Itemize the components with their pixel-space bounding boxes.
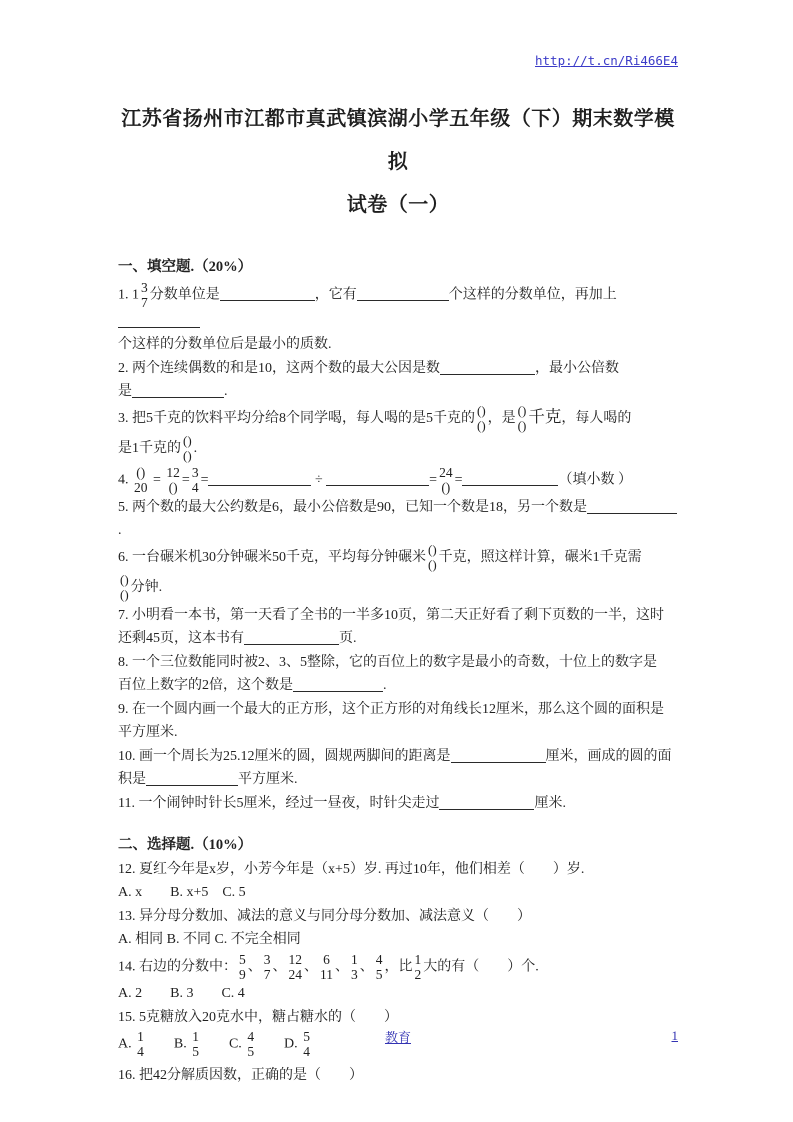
blank-line bbox=[587, 499, 677, 514]
numerator: 5 bbox=[303, 1029, 310, 1045]
numerator: 3 bbox=[263, 951, 271, 967]
text-segment: 页. bbox=[339, 630, 357, 646]
text-segment: . bbox=[118, 523, 122, 539]
text-segment: 还剩45页，这本书有 bbox=[118, 630, 244, 646]
choice-options: A. 2 B. 3 C. 4 bbox=[118, 986, 245, 1002]
numerator: () bbox=[136, 464, 146, 480]
denominator: () bbox=[517, 418, 527, 434]
denominator: 7 bbox=[141, 295, 148, 311]
text-segment: 是1千克的 bbox=[118, 441, 181, 457]
text-segment: 是 bbox=[118, 384, 132, 400]
text-segment: . bbox=[193, 441, 198, 457]
section-heading-1: 一、填空题.（20%） bbox=[118, 259, 253, 275]
text-segment: 9. 在一个圆内画一个最大的正方形，这个正方形的对角线长12厘米，那么这个圆的面积是 bbox=[118, 701, 664, 717]
choice-options: A. x B. x+5 C. 5 bbox=[118, 884, 246, 900]
denominator: () bbox=[477, 418, 486, 434]
choice-option-a: A. bbox=[118, 1036, 136, 1052]
denominator: () bbox=[428, 557, 437, 573]
text-segment: 百位上数字的2倍，这个数是 bbox=[118, 677, 293, 693]
question-9 bbox=[118, 698, 678, 744]
denominator: 3 bbox=[351, 967, 358, 983]
text-segment: 15. 5克糖放入20克水中，糖占糖水的（ ） bbox=[118, 1010, 398, 1026]
denominator: 5 bbox=[375, 967, 383, 983]
text-segment: 个这样的分数单位，再加上 bbox=[448, 287, 617, 303]
blank-line bbox=[208, 471, 311, 486]
text-segment: 平方厘米. bbox=[118, 724, 178, 740]
text-segment: 6. 一台碾米机30分钟碾米50千克，平均每分钟碾米 bbox=[118, 550, 426, 566]
numerator: 4 bbox=[375, 951, 383, 967]
denominator: () bbox=[183, 448, 192, 464]
question-12 bbox=[118, 858, 678, 904]
text-segment: （填小数 ） bbox=[558, 472, 632, 488]
denominator: 4 bbox=[303, 1044, 310, 1060]
text-segment: 4. bbox=[118, 472, 132, 488]
equals-sign: = bbox=[181, 472, 190, 488]
choice-option-c: C. bbox=[200, 1036, 246, 1052]
text-segment: 16. 把42分解质因数，正确的是（ ） bbox=[118, 1068, 363, 1084]
denominator: 5 bbox=[247, 1044, 255, 1060]
fraction bbox=[164, 465, 182, 495]
page-title-line1: 江苏省扬州市江都市真武镇滨湖小学五年级（下）期末数学模拟 bbox=[121, 108, 675, 173]
fraction-placeholder bbox=[426, 543, 439, 573]
text-segment: ，每人喝的 bbox=[561, 411, 632, 427]
equals-sign: = bbox=[200, 472, 209, 488]
text-segment: 千克，照这样计算，碾米1千克需 bbox=[438, 550, 642, 566]
question-10 bbox=[118, 745, 678, 791]
separator: 、 bbox=[272, 959, 287, 975]
separator: 、 bbox=[335, 959, 349, 975]
text-segment: 5. 两个数的最大公约数是6，最小公倍数是90，已知一个数是18，另一个数是 bbox=[118, 500, 587, 516]
fraction bbox=[349, 952, 360, 982]
question-5 bbox=[118, 496, 678, 542]
text-segment: ，是 bbox=[487, 411, 516, 427]
question-3 bbox=[118, 404, 678, 464]
text-segment: 大的有（ ）个. bbox=[423, 959, 539, 975]
denominator: 20 bbox=[134, 480, 148, 496]
question-2 bbox=[118, 357, 678, 403]
numerator: () bbox=[120, 572, 129, 588]
fraction-placeholder bbox=[181, 434, 194, 464]
question-1 bbox=[118, 280, 678, 356]
question-13 bbox=[118, 905, 678, 951]
numerator: 6 bbox=[323, 951, 330, 967]
question-6 bbox=[118, 543, 678, 603]
numerator: 3 bbox=[191, 464, 199, 480]
blank-line bbox=[220, 286, 315, 301]
text-segment: 14. 右边的分数中： bbox=[118, 959, 237, 975]
numerator: 1 bbox=[137, 1029, 144, 1045]
fraction bbox=[374, 952, 385, 982]
fraction bbox=[237, 952, 248, 982]
equals-sign: = bbox=[454, 472, 463, 488]
text-segment: . bbox=[224, 384, 228, 400]
separator: 、 bbox=[359, 959, 374, 975]
numerator: 3 bbox=[141, 280, 148, 295]
question-14 bbox=[118, 952, 678, 1005]
text-segment: 积是 bbox=[118, 771, 146, 787]
fraction bbox=[318, 952, 335, 982]
blank-line bbox=[451, 748, 546, 763]
numerator: () bbox=[477, 403, 486, 419]
question-4 bbox=[118, 465, 678, 495]
text-segment: . bbox=[383, 677, 387, 693]
text-segment: 分钟. bbox=[130, 580, 163, 596]
header bbox=[118, 52, 678, 70]
choice-options: A. 相同 B. 不同 C. 不完全相同 bbox=[118, 931, 301, 947]
text-segment: 分数单位是 bbox=[149, 287, 220, 303]
blank-line bbox=[357, 286, 449, 301]
numerator: 12 bbox=[288, 951, 302, 967]
fraction-placeholder bbox=[516, 404, 529, 434]
denominator: () bbox=[120, 587, 129, 602]
equals-sign: = bbox=[429, 472, 438, 488]
source-url-link[interactable]: http://t.cn/Ri466E4 bbox=[535, 53, 678, 68]
text-segment: 13. 异分母分数加、减法的意义与同分母分数加、减法意义（ ） bbox=[118, 908, 531, 924]
text-segment: ，它有 bbox=[314, 287, 357, 303]
blank-line bbox=[326, 471, 429, 486]
denominator: 4 bbox=[137, 1044, 144, 1060]
denominator: 5 bbox=[192, 1044, 199, 1060]
blank-line bbox=[132, 383, 224, 398]
separator: 、 bbox=[247, 959, 262, 975]
text-segment: ，最小公倍数 bbox=[535, 361, 619, 377]
blank-line bbox=[440, 360, 535, 375]
fraction bbox=[132, 465, 150, 495]
separator: 、 bbox=[304, 959, 318, 975]
text-segment: 1. 1 bbox=[118, 287, 139, 303]
denominator: 7 bbox=[263, 967, 271, 983]
numerator: () bbox=[183, 433, 192, 449]
text-segment: 11. 一个闹钟时针长5厘米，经过一昼夜，时针尖走过 bbox=[118, 795, 440, 811]
fraction-placeholder bbox=[118, 573, 131, 603]
numerator: 24 bbox=[439, 464, 453, 480]
text-segment: 8. 一个三位数能同时被2、3、5整除，它的百位上的数字是最小的奇数，十位上的数字是 bbox=[118, 654, 657, 670]
blank-line bbox=[146, 771, 238, 786]
fraction-placeholder bbox=[475, 404, 488, 434]
numerator: 4 bbox=[247, 1029, 255, 1045]
denominator: 9 bbox=[239, 967, 246, 983]
denominator: 4 bbox=[191, 480, 199, 496]
fraction bbox=[287, 952, 305, 982]
text-segment: 厘米，画成的圆的面 bbox=[545, 748, 672, 764]
numerator: 1 bbox=[192, 1029, 199, 1045]
divide-sign: ÷ bbox=[314, 472, 323, 488]
blank-line bbox=[439, 795, 534, 810]
fraction bbox=[262, 952, 273, 982]
blank-line bbox=[462, 471, 558, 486]
choice-option-b: B. bbox=[145, 1036, 191, 1052]
page-number-link[interactable]: 1 bbox=[671, 1028, 678, 1043]
section-heading-2: 二、选择题.（10%） bbox=[118, 836, 253, 853]
question-16 bbox=[118, 1064, 678, 1087]
numerator: () bbox=[428, 542, 437, 558]
text-segment: 3. 把5千克的饮料平均分给8个同学喝，每人喝的是5千克的 bbox=[118, 411, 475, 427]
blank-line bbox=[118, 313, 200, 328]
text-segment: 个这样的分数单位后是最小的质数. bbox=[118, 337, 332, 353]
numerator: 1 bbox=[414, 951, 422, 967]
blank-line bbox=[244, 630, 339, 645]
text-segment: 平方厘米. bbox=[238, 771, 298, 787]
text-segment: ，比 bbox=[384, 959, 413, 975]
text-segment: 12. 夏红今年是x岁，小芳今年是（x+5）岁. 再过10年，他们相差（ ）岁. bbox=[118, 861, 585, 877]
fraction bbox=[437, 465, 455, 495]
page-title bbox=[118, 98, 678, 227]
denominator: 2 bbox=[414, 967, 422, 983]
question-11 bbox=[118, 792, 678, 815]
numerator: () bbox=[517, 403, 527, 419]
equals-sign: = bbox=[153, 472, 161, 488]
choice-option-d: D. bbox=[256, 1036, 302, 1052]
footer-education-link[interactable]: 教育 bbox=[384, 1029, 411, 1045]
blank-line bbox=[293, 677, 383, 692]
denominator: () bbox=[441, 480, 451, 496]
fraction bbox=[413, 952, 424, 982]
denominator: 11 bbox=[320, 967, 333, 983]
fraction bbox=[190, 465, 201, 495]
denominator: 24 bbox=[288, 967, 302, 983]
question-8 bbox=[118, 651, 678, 697]
text-segment: 7. 小明看一本书，第一天看了全书的一半多10页，第二天正好看了剩下页数的一半，这时 bbox=[118, 607, 664, 623]
text-segment: 2. 两个连续偶数的和是10，这两个数的最大公因是数 bbox=[118, 361, 440, 377]
question-7 bbox=[118, 604, 678, 650]
numerator: 1 bbox=[351, 951, 358, 967]
numerator: 5 bbox=[239, 951, 246, 967]
fraction bbox=[139, 280, 150, 310]
numerator: 12 bbox=[166, 464, 180, 480]
denominator: () bbox=[168, 480, 178, 496]
page-title-line2: 试卷（一） bbox=[346, 194, 450, 216]
text-segment: 千克 bbox=[528, 408, 562, 427]
text-segment: 厘米. bbox=[534, 795, 566, 811]
text-segment: 10. 画一个周长为25.12厘米的圆，圆规两脚间的距离是 bbox=[118, 748, 451, 764]
